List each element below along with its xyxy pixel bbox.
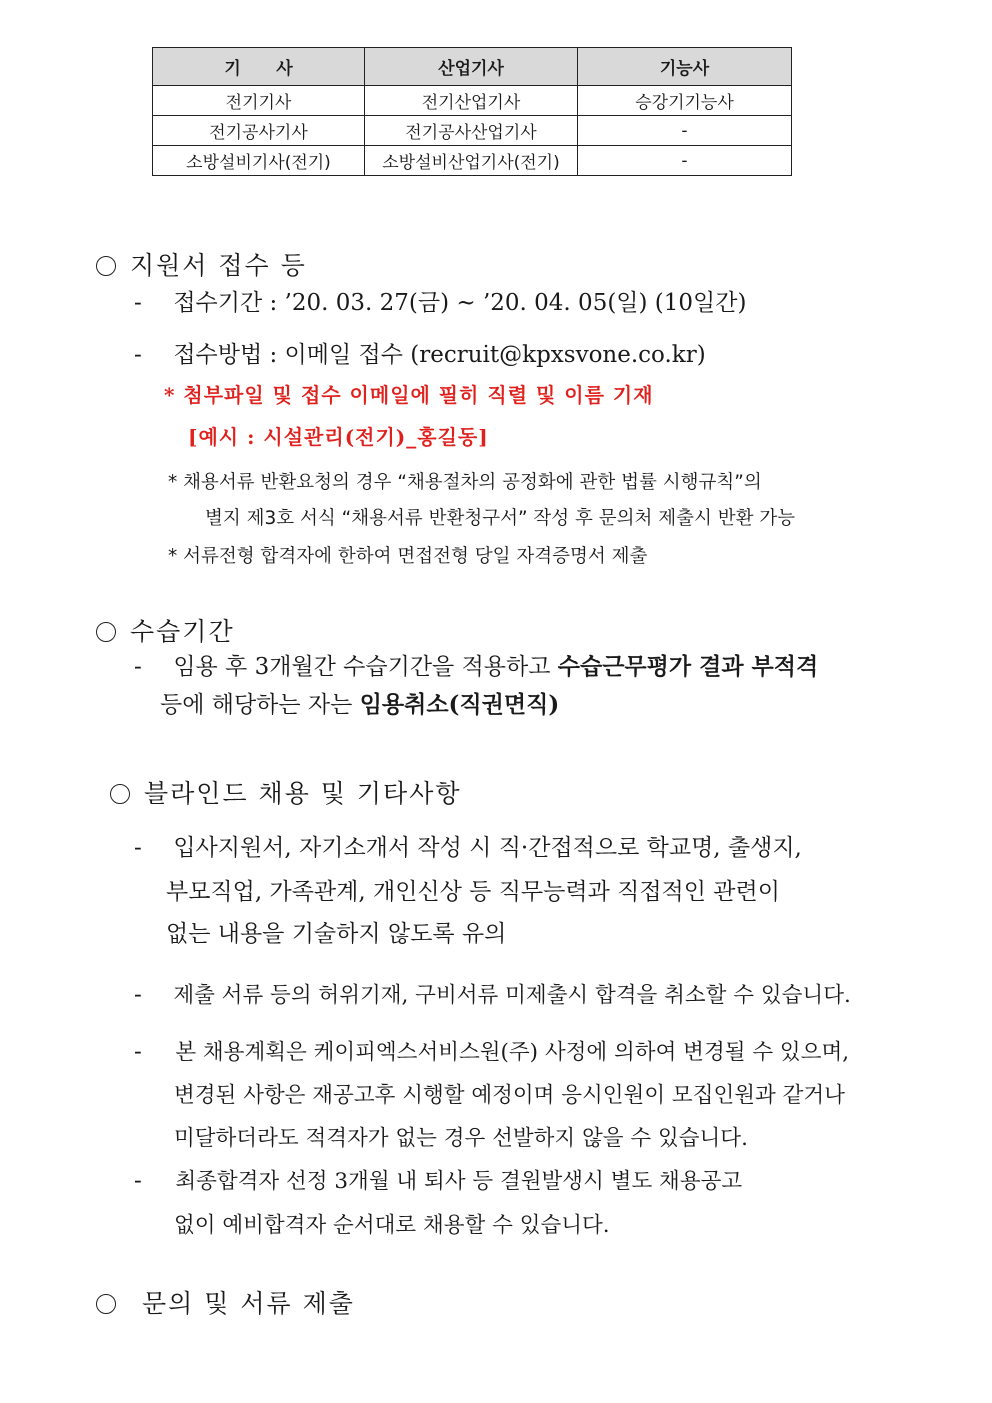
table-cell: 전기공사산업기사 bbox=[365, 116, 578, 146]
paragraph-text: 본 채용계획은 케이피엑스서비스원(주) 사정에 의하여 변경될 수 있으며, bbox=[175, 1040, 850, 1065]
table-row bbox=[153, 86, 792, 116]
dash-marker: - bbox=[134, 290, 142, 316]
section-heading-probation bbox=[96, 612, 235, 648]
table-cell: 소방설비산업기사(전기) bbox=[365, 146, 578, 176]
section-title: 블라인드 채용 및 기타사항 bbox=[144, 779, 462, 808]
column-header: 기능사 bbox=[578, 48, 792, 86]
column-header: 산업기사 bbox=[365, 48, 578, 86]
table-header-row bbox=[153, 48, 792, 86]
application-period bbox=[134, 284, 746, 317]
application-method bbox=[134, 336, 706, 369]
blind-p3-line2: 변경된 사항은 재공고후 시행할 예정이며 응시인원이 모집인원과 같거나 bbox=[174, 1083, 845, 1108]
table-cell: 전기기사 bbox=[153, 86, 365, 116]
probation-line1 bbox=[134, 648, 818, 681]
dash-marker: - bbox=[134, 1168, 142, 1194]
paragraph-text: 최종합격자 선정 3개월 내 퇴사 등 결원발생시 별도 채용공고 bbox=[175, 1169, 743, 1194]
table-row bbox=[153, 146, 792, 176]
circle-bullet-icon bbox=[96, 1294, 116, 1314]
blind-p1-line3: 없는 내용을 기술하지 않도록 유의 bbox=[166, 921, 507, 947]
attachment-note: * 첨부파일 및 접수 이메일에 필히 직렬 및 이름 기재 bbox=[164, 383, 654, 407]
return-note-line2: 별지 제3호 서식 “채용서류 반환청구서” 작성 후 문의처 제출시 반환 가능 bbox=[205, 508, 796, 529]
probation-emphasis: 수습근무평가 결과 부적격 bbox=[557, 653, 819, 680]
section-title: 수습기간 bbox=[130, 617, 235, 646]
blind-p4-line1 bbox=[134, 1164, 742, 1195]
table-cell: 소방설비기사(전기) bbox=[153, 146, 365, 176]
return-note-line1: * 채용서류 반환요청의 경우 “채용절차의 공정화에 관한 법률 시행규칙”의 bbox=[168, 472, 762, 493]
dash-marker: - bbox=[134, 342, 142, 368]
qualification-table bbox=[152, 47, 792, 176]
blind-p3-line1 bbox=[134, 1035, 849, 1066]
circle-bullet-icon bbox=[96, 622, 116, 642]
section-title: 지원서 접수 등 bbox=[130, 251, 307, 280]
blind-p3-line3: 미달하더라도 적격자가 없는 경우 선발하지 않을 수 있습니다. bbox=[174, 1126, 748, 1151]
column-header: 기 사 bbox=[153, 48, 365, 86]
probation-text: 등에 해당하는 자는 bbox=[160, 692, 360, 718]
dash-marker: - bbox=[134, 982, 142, 1008]
section-heading-blind-hiring bbox=[110, 774, 462, 810]
blind-p1-line2: 부모직업, 가족관계, 개인신상 등 직무능력과 직접적인 관련이 bbox=[166, 879, 780, 905]
paragraph-text: 제출 서류 등의 허위기재, 구비서류 미제출시 합격을 취소할 수 있습니다. bbox=[173, 983, 851, 1008]
table-row bbox=[153, 116, 792, 146]
paragraph-text: 입사지원서, 자기소개서 작성 시 직·간접적으로 학교명, 출생지, bbox=[173, 835, 802, 861]
blind-p2 bbox=[134, 978, 851, 1009]
certificate-note: * 서류전형 합격자에 한하여 면접전형 당일 자격증명서 제출 bbox=[168, 546, 648, 567]
table-cell: 전기공사기사 bbox=[153, 116, 365, 146]
probation-text: 임용 후 3개월간 수습기간을 적용하고 bbox=[173, 654, 558, 680]
dash-marker: - bbox=[134, 1039, 142, 1065]
section-title: 문의 및 서류 제출 bbox=[142, 1289, 355, 1318]
table-cell: 전기산업기사 bbox=[365, 86, 578, 116]
section-heading-application bbox=[96, 246, 307, 282]
table-cell: 승강기기능사 bbox=[578, 86, 792, 116]
table-cell: - bbox=[578, 146, 792, 176]
blind-p1-line1 bbox=[134, 829, 802, 862]
table-cell: - bbox=[578, 116, 792, 146]
probation-line2 bbox=[160, 686, 559, 719]
method-text: 접수방법 : 이메일 접수 (recruit@kpxsvone.co.kr) bbox=[173, 342, 706, 368]
dash-marker: - bbox=[134, 835, 142, 861]
circle-bullet-icon bbox=[96, 256, 116, 276]
circle-bullet-icon bbox=[110, 784, 130, 804]
section-heading-inquiry bbox=[96, 1284, 355, 1320]
blind-p4-line2: 없이 예비합격자 순서대로 채용할 수 있습니다. bbox=[174, 1213, 610, 1238]
period-text: 접수기간 : ’20. 03. 27(금) ~ ’20. 04. 05(일) (10일간) bbox=[173, 290, 747, 316]
dash-marker: - bbox=[134, 654, 142, 680]
example-note: [예시 : 시설관리(전기)_홍길동] bbox=[188, 425, 489, 449]
probation-emphasis: 임용취소(직권면직) bbox=[359, 691, 560, 718]
